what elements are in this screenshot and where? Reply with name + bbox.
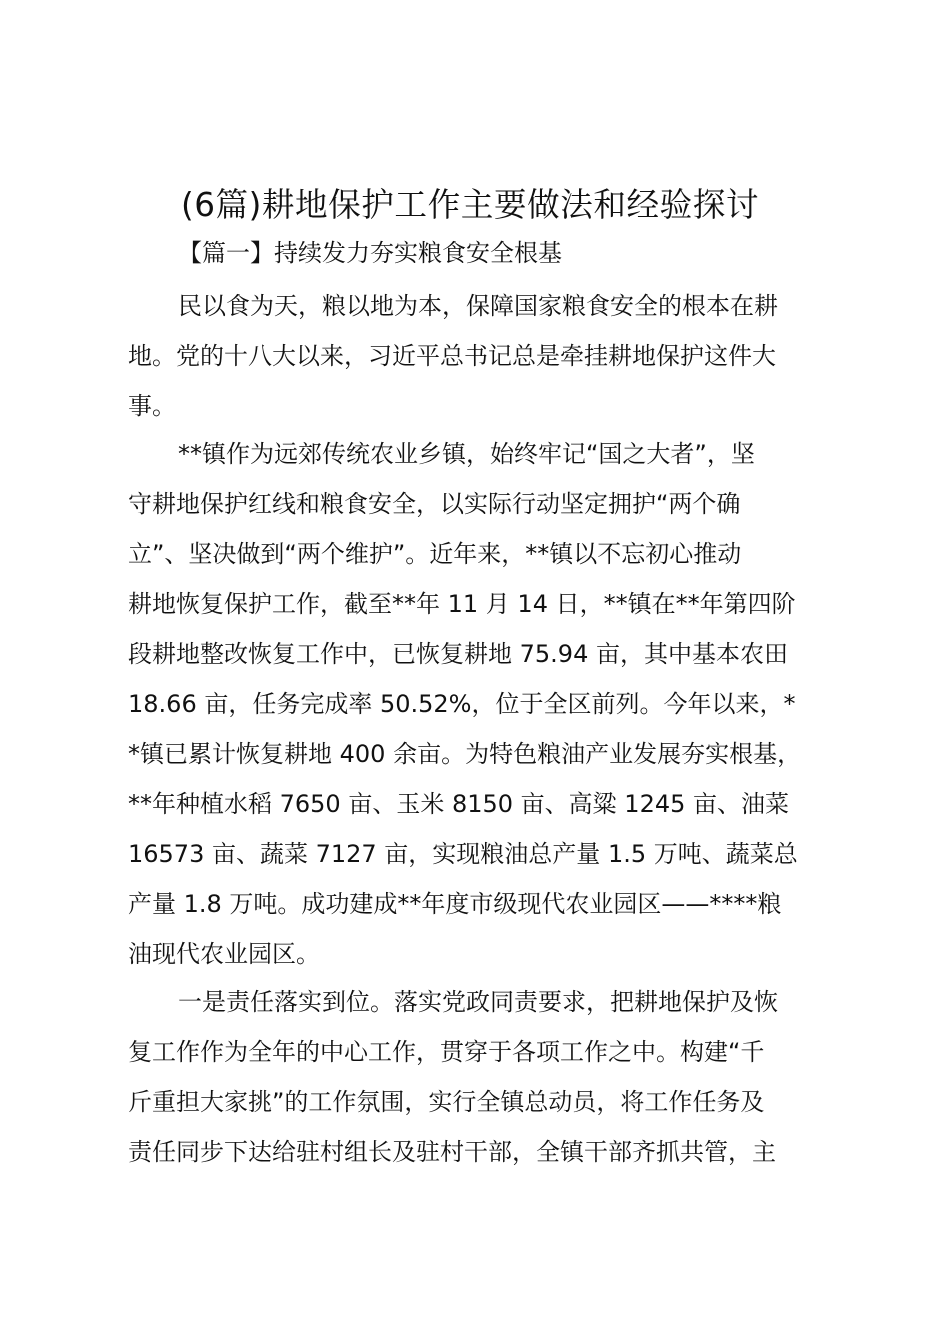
- document-title: (6篇)耕地保护工作主要做法和经验探讨: [180, 185, 760, 224]
- paragraph-line: 民以食为天，粮以地为本，保障国家粮食安全的根本在耕: [178, 292, 778, 320]
- paragraph-line: 守耕地保护红线和粮食安全，以实际行动坚定拥护“两个确: [128, 490, 741, 518]
- paragraph-line: 16573 亩、蔬菜 7127 亩，实现粮油总产量 1.5 万吨、蔬菜总: [128, 840, 798, 868]
- paragraph-line: 斤重担大家挑”的工作氛围，实行全镇总动员，将工作任务及: [128, 1088, 765, 1116]
- paragraph-line: 责任同步下达给驻村组长及驻村干部，全镇干部齐抓共管，主: [128, 1138, 776, 1166]
- paragraph-line: 18.66 亩，任务完成率 50.52%，位于全区前列。今年以来，*: [128, 690, 796, 718]
- paragraph-line: 地。党的十八大以来，习近平总书记总是牵挂耕地保护这件大: [128, 342, 776, 370]
- paragraph-line: 事。: [128, 392, 176, 420]
- paragraph-line: **镇作为远郊传统农业乡镇，始终牢记“国之大者”，坚: [178, 440, 755, 468]
- paragraph-line: *镇已累计恢复耕地 400 余亩。为特色粮油产业发展夯实根基，: [128, 740, 802, 768]
- paragraph-line: **年种植水稻 7650 亩、玉米 8150 亩、高粱 1245 亩、油菜: [128, 790, 790, 818]
- paragraph-line: 产量 1.8 万吨。成功建成**年度市级现代农业园区——****粮: [128, 890, 782, 918]
- paragraph-line: 立”、坚决做到“两个维护”。近年来，**镇以不忘初心推动: [128, 540, 742, 568]
- paragraph-line: 耕地恢复保护工作，截至**年 11 月 14 日，**镇在**年第四阶: [128, 590, 796, 618]
- section-heading: 【篇一】持续发力夯实粮食安全根基: [178, 239, 562, 267]
- paragraph-line: 一是责任落实到位。落实党政同责要求，把耕地保护及恢: [178, 988, 778, 1016]
- paragraph-line: 油现代农业园区。: [128, 940, 320, 968]
- paragraph-line: 段耕地整改恢复工作中，已恢复耕地 75.94 亩，其中基本农田: [128, 640, 788, 668]
- paragraph-line: 复工作作为全年的中心工作，贯穿于各项工作之中。构建“千: [128, 1038, 765, 1066]
